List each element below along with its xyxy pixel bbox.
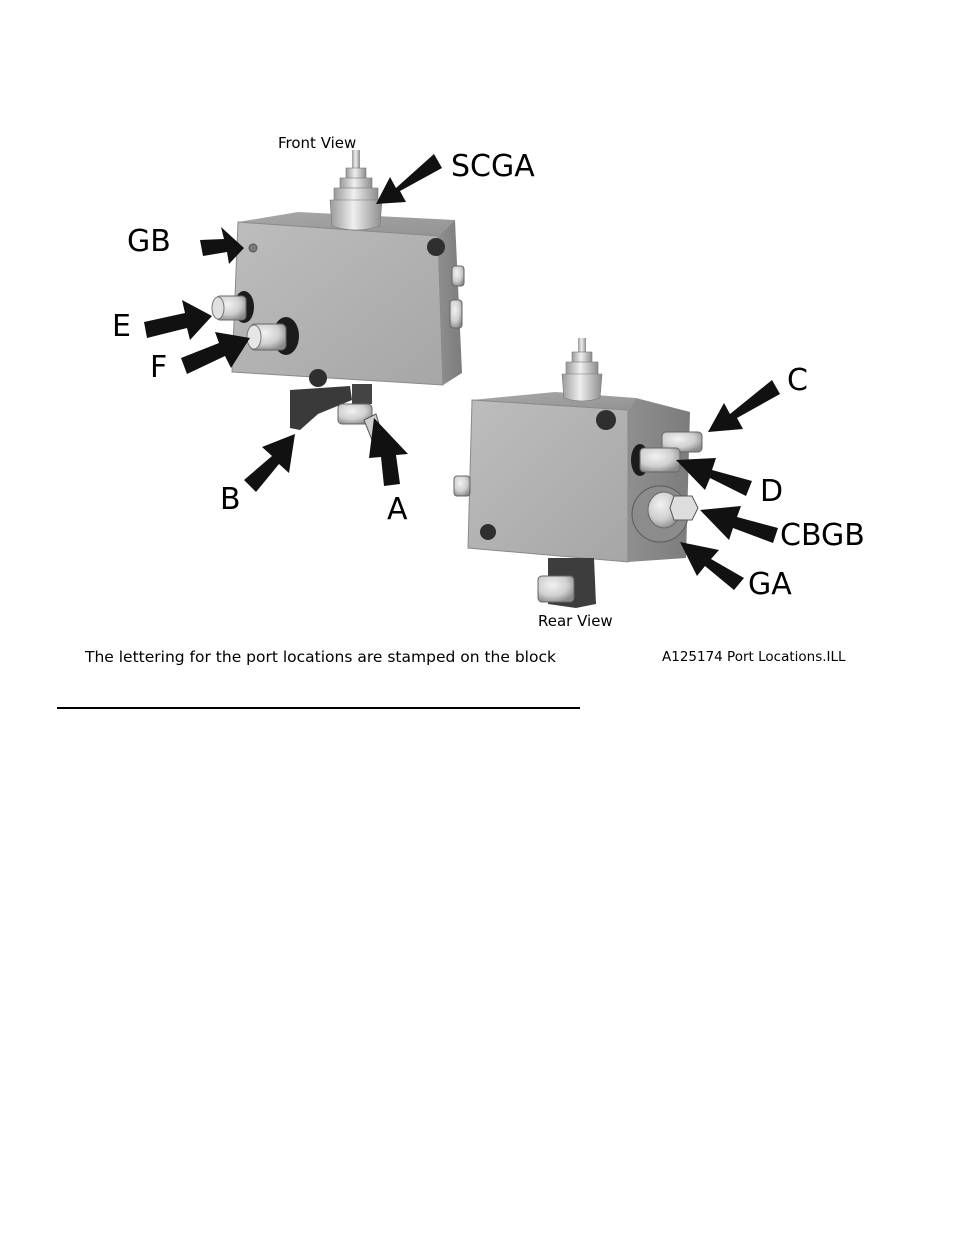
port-label-d: D	[760, 474, 784, 509]
port-label-scga: SCGA	[451, 149, 535, 184]
port-label-a: A	[387, 492, 408, 527]
arrow-ga	[680, 542, 744, 590]
figure-reference: A125174 Port Locations.ILL	[662, 649, 846, 665]
arrow-b	[244, 434, 295, 492]
port-label-cbgb: CBGB	[780, 518, 865, 553]
front-view-block	[212, 150, 464, 440]
rear-view-label: Rear View	[538, 612, 613, 630]
arrow-scga	[376, 154, 442, 204]
port-label-f: F	[150, 350, 168, 385]
section-divider	[57, 707, 580, 709]
arrow-cbgb	[700, 506, 778, 543]
port-label-gb: GB	[127, 224, 171, 259]
e-fitting	[212, 291, 254, 323]
scga-valve	[330, 150, 382, 230]
rear-view-block	[454, 338, 702, 608]
arrow-a	[369, 418, 408, 486]
figure-caption: The lettering for the port locations are stamped on the block	[85, 648, 556, 666]
port-label-c: C	[787, 363, 808, 398]
port-label-b: B	[220, 482, 241, 517]
port-label-e: E	[112, 309, 131, 344]
arrow-e	[144, 300, 212, 340]
front-view-label: Front View	[278, 134, 357, 152]
arrow-c	[708, 380, 780, 432]
bottom-fittings	[290, 384, 382, 440]
port-label-ga: GA	[748, 567, 792, 602]
